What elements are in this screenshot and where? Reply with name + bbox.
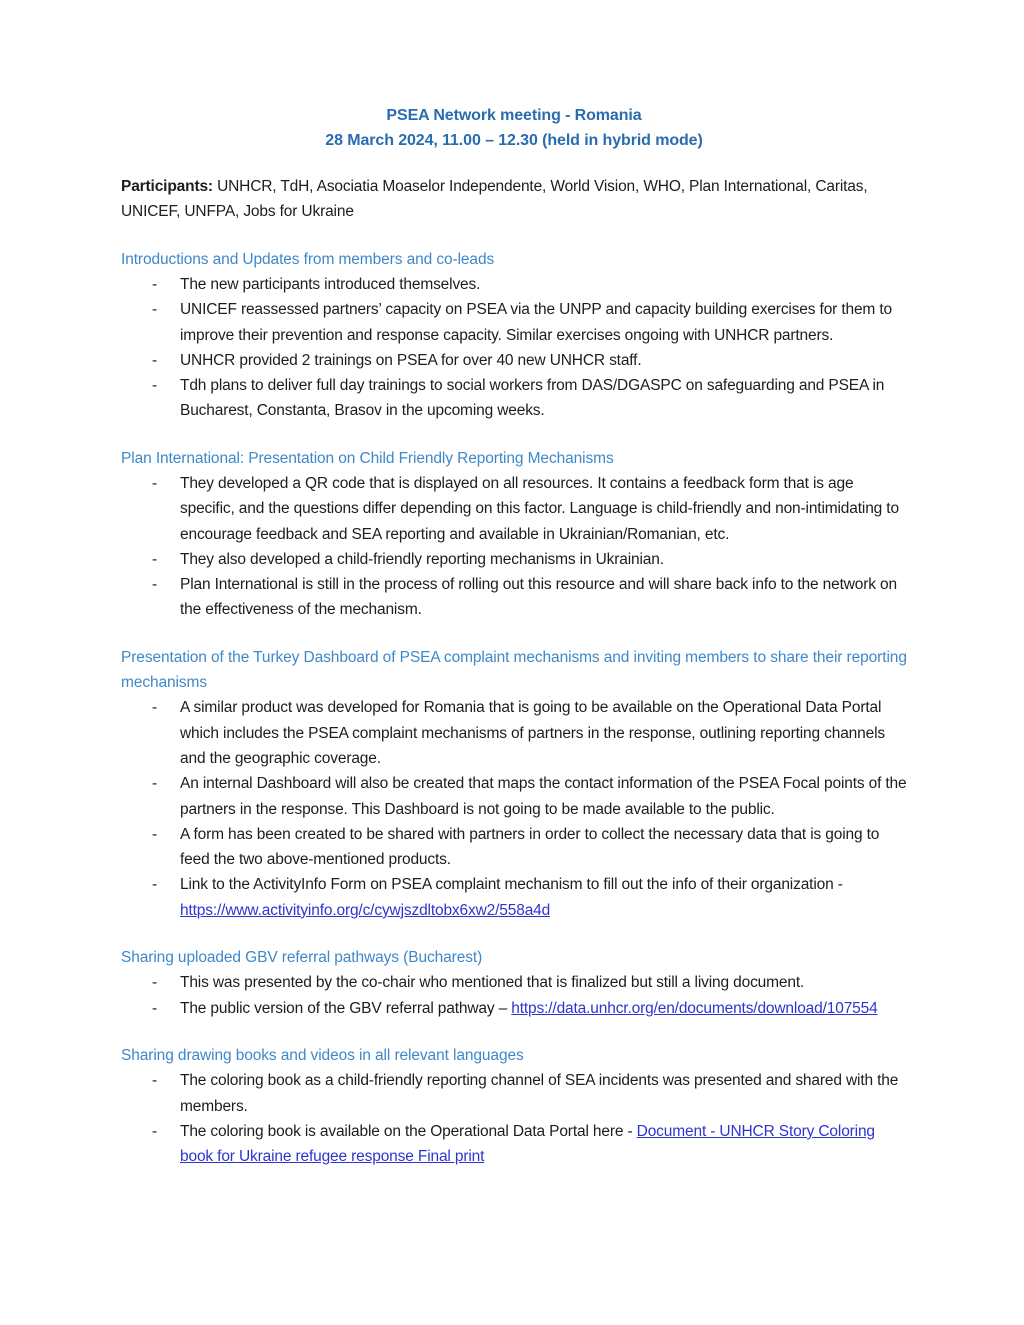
bullet-text: A form has been created to be shared with partners in order to collect the necessary data that is going to feed the two above-mentioned products. [180, 825, 880, 869]
hyperlink[interactable]: Document - UNHCR Story Coloring book for Ukraine refugee response Final print [180, 1122, 875, 1166]
bullet-item [121, 695, 907, 771]
bullet-item [121, 872, 907, 923]
bullet-item [121, 297, 907, 348]
section [121, 645, 907, 923]
participants-label: Participants: [121, 177, 213, 195]
bullet-item [121, 996, 907, 1021]
section-heading: Sharing drawing books and videos in all relevant languages [121, 1046, 524, 1064]
section-heading: Introductions and Updates from members and co-leads [121, 250, 495, 268]
doc-title-line2: 28 March 2024, 11.00 – 12.30 (held in hybrid mode) [325, 132, 703, 150]
bullet-item [121, 970, 907, 995]
bullet-text: An internal Dashboard will also be created that maps the contact information of the PSEA Focal points of the partners in the response. This Dashboard is not going to be made available to the public. [180, 775, 907, 818]
bullet-text: They also developed a child-friendly reporting mechanisms in Ukrainian. [180, 550, 664, 568]
bullet-list [121, 471, 907, 623]
bullet-item [121, 471, 907, 547]
bullet-item [121, 547, 907, 572]
bullet-item [121, 1068, 907, 1119]
bullet-list [121, 1068, 907, 1169]
bullet-text: The new participants introduced themselves. [180, 275, 481, 293]
bullet-text: They developed a QR code that is displayed on all resources. It contains a feedback form that is age specific, and the questions differ depending on this factor. Language is child-friendly and non-intimidating to encourage feedback and SEA reporting and available in Ukrainian/Romanian, etc. [180, 475, 899, 543]
bullet-text: Link to the ActivityInfo Form on PSEA complaint mechanism to fill out the info of their organization - [180, 876, 843, 894]
hyperlink[interactable]: https://data.unhcr.org/en/documents/download/107554 [511, 999, 878, 1017]
bullet-text: The coloring book is available on the Operational Data Portal here - [180, 1122, 637, 1140]
bullet-item [121, 771, 907, 822]
participants-text: UNHCR, TdH, Asociatia Moaselor Independente, World Vision, WHO, Plan International, Caritas, UNICEF, UNFPA, Jobs for Ukraine [121, 177, 868, 221]
bullet-item [121, 272, 907, 297]
bullet-list [121, 970, 907, 1021]
doc-title-line1: PSEA Network meeting - Romania [386, 107, 642, 124]
bullet-list [121, 272, 907, 424]
bullet-text: This was presented by the co-chair who mentioned that is finalized but still a living document. [180, 974, 805, 992]
section-heading: Sharing uploaded GBV referral pathways (Bucharest) [121, 949, 483, 967]
sections [121, 247, 907, 1170]
hyperlink[interactable]: https://www.activityinfo.org/c/cywjszdltobx6xw2/558a4d [180, 901, 551, 919]
section-heading: Plan International: Presentation on Child Friendly Reporting Mechanisms [121, 449, 614, 467]
section [121, 1043, 907, 1169]
section [121, 247, 907, 424]
bullet-text: The coloring book as a child-friendly reporting channel of SEA incidents was presented and shared with the members. [180, 1072, 899, 1115]
section [121, 945, 907, 1021]
bullet-text: UNICEF reassessed partners’ capacity on PSEA via the UNPP and capacity building exercises for them to improve their prevention and response capacity. Similar exercises ongoing with UNHCR partners. [180, 301, 892, 344]
bullet-text: Plan International is still in the process of rolling out this resource and will share back info to the network on the effectiveness of the mechanism. [180, 576, 897, 619]
bullet-text: UNHCR provided 2 trainings on PSEA for over 40 new UNHCR staff. [180, 351, 642, 369]
bullet-item [121, 572, 907, 623]
bullet-item [121, 822, 907, 873]
bullet-list [121, 695, 907, 923]
bullet-item [121, 348, 907, 373]
bullet-text: Tdh plans to deliver full day trainings to social workers from DAS/DGASPC on safeguarding and PSEA in Bucharest, Constanta, Brasov in the upcoming weeks. [180, 377, 885, 420]
bullet-item [121, 1119, 907, 1170]
bullet-item [121, 373, 907, 424]
section [121, 446, 907, 623]
doc-title [121, 103, 907, 154]
bullet-text: A similar product was developed for Romania that is going to be available on the Operational Data Portal which includes the PSEA complaint mechanisms of partners in the response, outlining reporting channels and the geographic coverage. [180, 699, 885, 767]
bullet-text: The public version of the GBV referral pathway – [180, 999, 512, 1017]
participants-paragraph [121, 174, 907, 225]
section-heading: Presentation of the Turkey Dashboard of PSEA complaint mechanisms and inviting members to share their reporting mechanisms [121, 648, 907, 692]
